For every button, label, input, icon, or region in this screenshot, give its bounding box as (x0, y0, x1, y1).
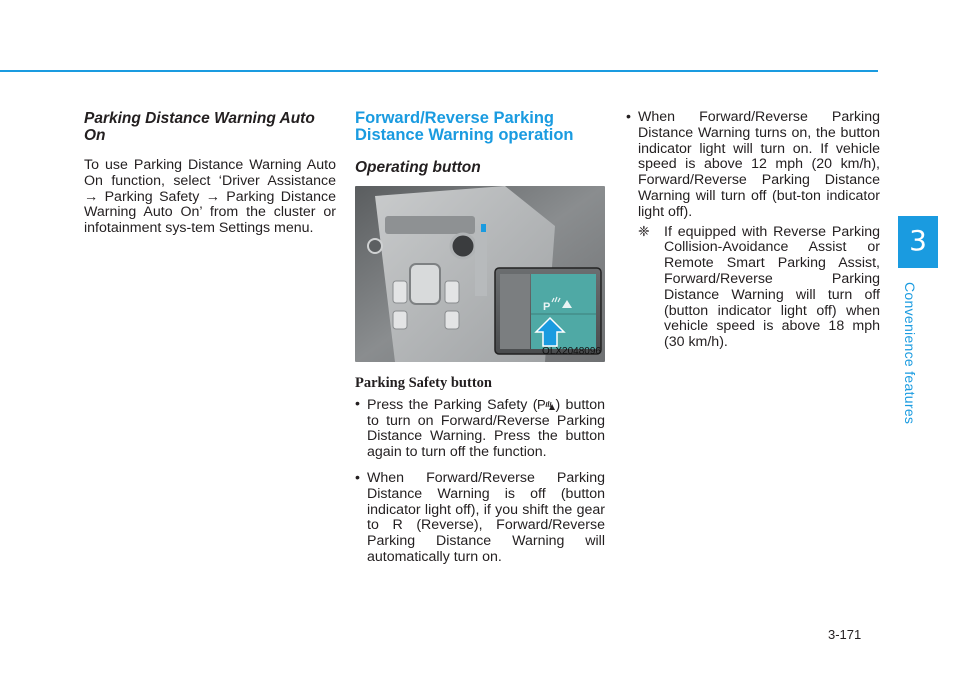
console-figure (355, 186, 605, 362)
section-heading-operation: Forward/Reverse Parking Distance Warning operation (355, 109, 574, 144)
console-illustration (355, 186, 605, 362)
parking-safety-button-heading: Parking Safety button (355, 375, 492, 391)
chapter-number: 3 (909, 224, 927, 257)
bullet-text-start: Press the Parking Safety ( (367, 396, 538, 413)
column-2 (355, 110, 605, 576)
column-3 (626, 110, 880, 351)
list-item: • When Forward/Reverse Parking Distance Warning is off (button indicator light off), if you shift the gear to R (Reverse), Forward/Reverse Parking Distance Warning will automatically turn on. (355, 471, 605, 566)
svg-text:P: P (543, 301, 551, 313)
auto-on-paragraph: To use Parking Distance Warning Auto On function, select ‘Driver Assistance → Parking Safety → Parking Distance Warning Auto On’ from the cluster or infotainment sys-tem Settings menu. (84, 157, 336, 237)
operating-button-heading: Operating button (355, 159, 481, 176)
equipment-note (638, 225, 880, 351)
list-item: • When Forward/Reverse Parking Distance Warning turns on, the button indicator light will turn on. If vehicle speed is above 12 mph (20 km/h), Forward/Reverse Parking Distance Warning will turn off (but-ton indicator light off). (626, 110, 880, 221)
parking-distance-warning-icon (537, 397, 555, 411)
list-item (355, 397, 605, 461)
note-text: If equipped with Reverse Parking Collision-Avoidance Assist or Remote Smart Parking Assist, Forward/Reverse Parking Distance Warning will turn off (button indicator light off) when vehicle speed is above 18 mph (30 km/h). (664, 223, 880, 351)
bullet-text-end: ) button to turn on Forward/Reverse Parking Distance Warning. Press the button again to turn off the function. (367, 396, 605, 461)
page-number: 3-171 (828, 627, 862, 642)
chapter-tab (898, 216, 938, 268)
section-heading-auto-on: Parking Distance Warning Auto On (84, 110, 315, 144)
column-1 (84, 110, 336, 237)
note-symbol: ❈ (638, 223, 650, 240)
chapter-title: Convenience features (902, 282, 918, 425)
header-rule (0, 70, 878, 72)
svg-text:P: P (537, 396, 547, 411)
figure-code: OLX2048096 (542, 346, 601, 358)
status-bullet-list (626, 110, 880, 221)
operation-bullet-list (355, 397, 605, 566)
